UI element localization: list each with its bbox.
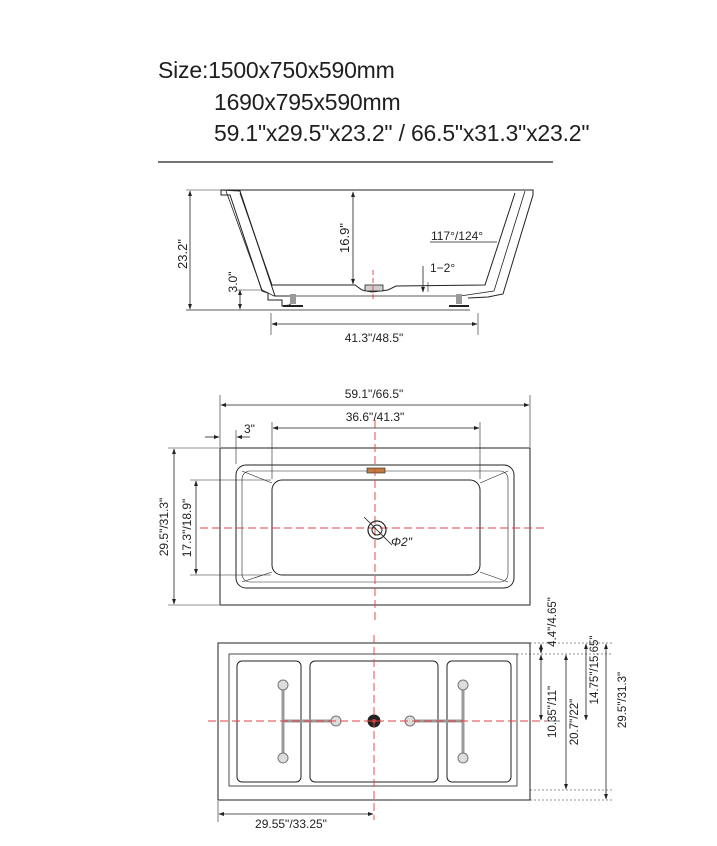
dim-rim: 3" — [244, 422, 255, 436]
size-metric-1: 1500x750x590mm — [208, 57, 395, 83]
top-view — [168, 395, 545, 620]
dim-bottom-d3: 20.7"/22" — [569, 698, 581, 746]
dim-inner-length: 36.6"/41.3" — [345, 410, 405, 424]
dim-drain-offset: 29.55"/33.25" — [255, 817, 327, 831]
dim-slope: 1−2° — [430, 261, 456, 275]
size-imperial: 59.1"x29.5"x23.2" / 66.5"x31.3"x23.2" — [214, 120, 590, 146]
dim-length: 59.1"/66.5" — [344, 387, 404, 401]
foot-left — [290, 294, 296, 304]
dim-bottom-d1: 4.4"/4.65" — [547, 597, 559, 647]
dim-base: 3.0" — [226, 271, 240, 293]
dim-bottom-d4: 14.75"/15.65" — [589, 635, 601, 705]
dim-bottom-width: 41.3"/48.5" — [344, 331, 404, 345]
size-metric-2: 1690x795x590mm — [214, 89, 401, 115]
dim-depth: 16.9" — [337, 223, 352, 253]
basin-floor — [272, 480, 480, 575]
dim-drain: Φ2" — [391, 535, 412, 549]
size-label: Size: — [158, 57, 209, 83]
dim-angle: 117°/124° — [431, 229, 484, 243]
dim-bottom-d5: 29.5"/31.3" — [617, 671, 629, 729]
dim-width: 29.5"/31.3" — [157, 497, 171, 557]
dim-inner-width: 17.3"/18.9" — [180, 498, 194, 558]
dim-height: 23.2" — [175, 239, 190, 269]
dim-bottom-d2: 10.35"/11" — [547, 685, 559, 739]
side-view — [186, 190, 533, 335]
drain-section — [365, 285, 383, 291]
overflow-slot — [367, 468, 385, 473]
foot-right — [456, 294, 462, 304]
